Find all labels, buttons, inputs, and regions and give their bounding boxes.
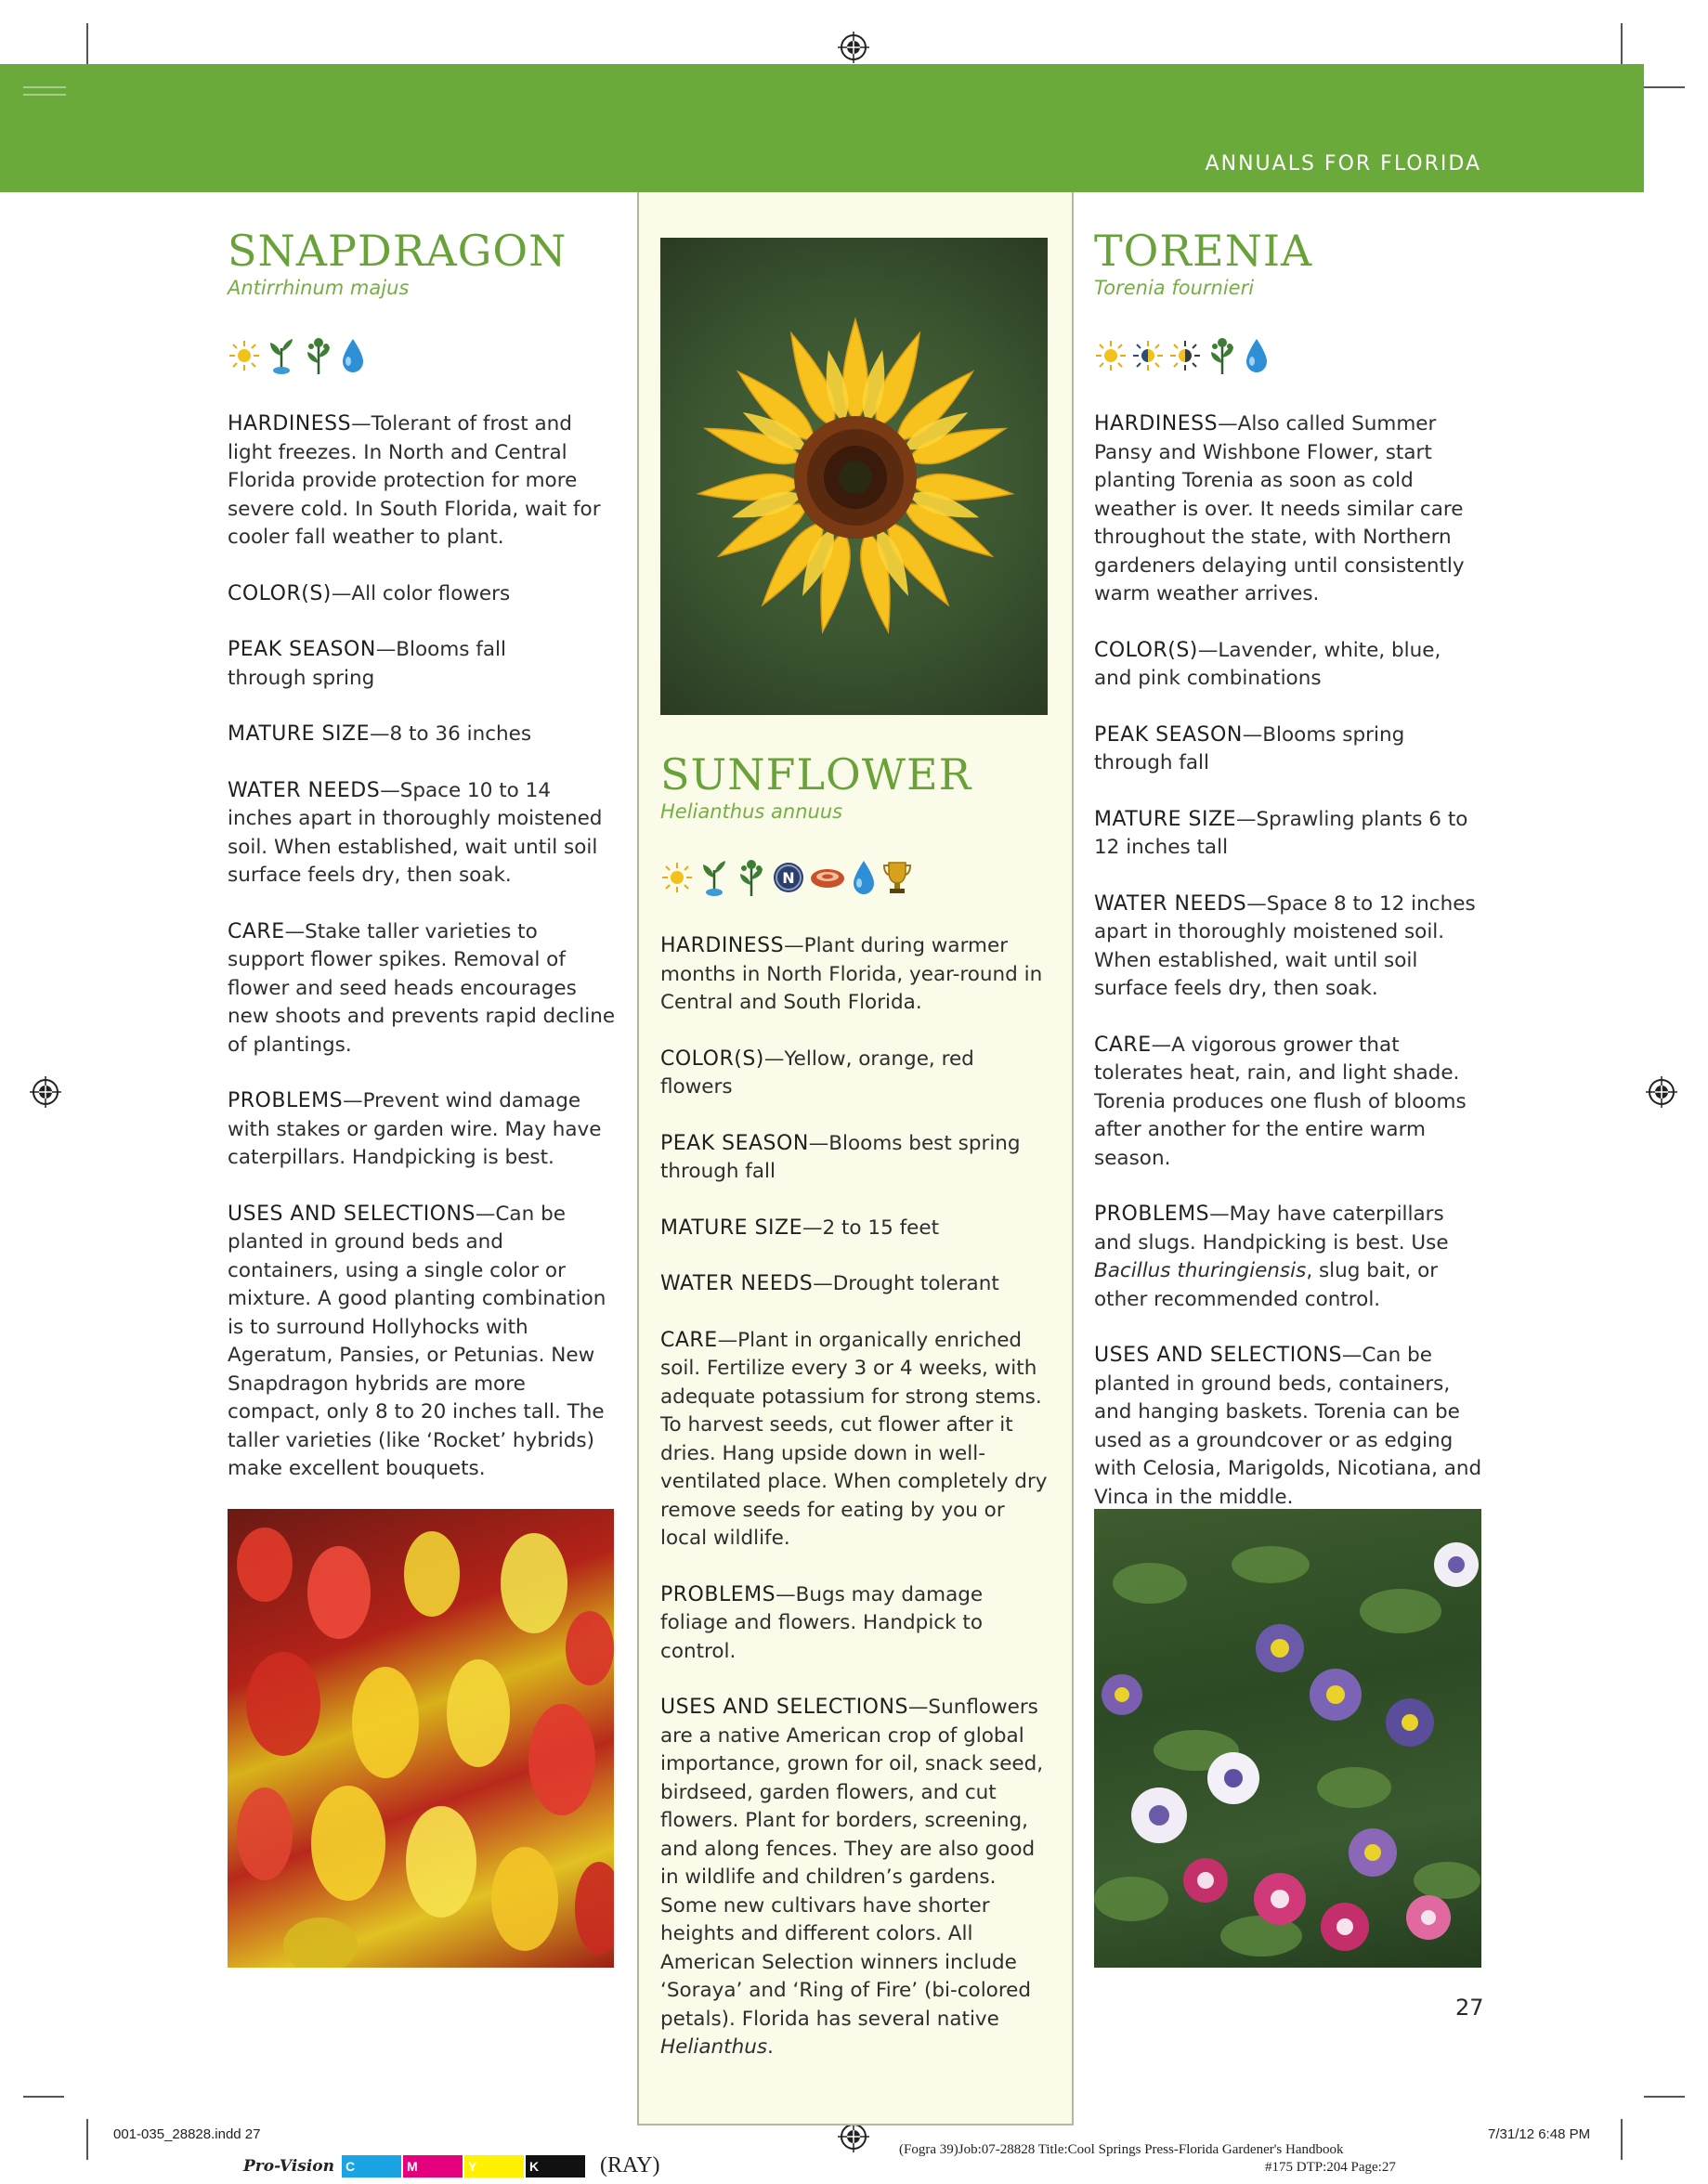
registration-mark-top-icon xyxy=(838,32,869,63)
plant-title: SUNFLOWER xyxy=(660,749,972,800)
colors-label: COLOR(S) xyxy=(660,1046,764,1071)
mature-size-section xyxy=(660,1215,1050,1243)
svg-text:N: N xyxy=(782,869,795,888)
sun-icon xyxy=(228,339,261,372)
uses-label: USES AND SELECTIONS xyxy=(228,1202,476,1226)
uses-italic-genus: Helianthus xyxy=(660,2035,768,2060)
crop-mark-bottom-right-v xyxy=(1621,2119,1623,2160)
snapdragon-photo xyxy=(228,1509,614,1968)
plant-latin-name: Helianthus annuus xyxy=(660,800,843,824)
mature-size-text: —8 to 36 inches xyxy=(369,722,532,747)
torenia-column xyxy=(1094,228,1484,1540)
colors-text: —Yellow, orange, red flowers xyxy=(660,1046,974,1099)
crop-mark-top-right-v xyxy=(1621,23,1623,64)
care-label: CARE xyxy=(1094,1033,1152,1057)
colors-section xyxy=(660,1046,1050,1102)
flower-stem-icon xyxy=(1206,335,1239,376)
uses-text: —Can be planted in ground beds and containers, using a single color or mixture. A good planting combination is to surround Hollyhocks with Ageratum, Pansies, or Petunias. New Snapdragon hybrids are more compact, only 8 to 20 inches tall. The taller varieties (like ‘Rocket’ hybrids) make excellent bouquets. xyxy=(228,1202,606,1481)
slug-job-info-2: #175 DTP:204 Page:27 xyxy=(1265,2160,1396,2175)
salt-tolerance-icon xyxy=(809,864,846,891)
water-needs-section xyxy=(1094,890,1484,1004)
uses-section xyxy=(1094,1342,1484,1512)
care-section xyxy=(228,918,618,1060)
problems-text: —May have caterpillars and slugs. Handpicking is best. Use xyxy=(1094,1202,1449,1254)
page-number: 27 xyxy=(1455,1995,1484,2021)
problems-section xyxy=(1094,1201,1484,1314)
uses-section xyxy=(228,1201,618,1484)
water-needs-text: —Drought tolerant xyxy=(813,1272,999,1296)
problems-section xyxy=(660,1581,1050,1667)
snapdragon-column xyxy=(228,228,618,1512)
mature-size-section xyxy=(228,721,618,749)
mature-size-text: —Sprawling plants 6 to 12 inches tall xyxy=(1094,807,1468,860)
native-badge-icon xyxy=(772,861,805,894)
plant-title: TORENIA xyxy=(1094,226,1313,276)
plant-latin-name: Antirrhinum majus xyxy=(228,277,410,300)
problems-label: PROBLEMS xyxy=(228,1089,344,1113)
problems-text: —Prevent wind damage with stakes or garden wire. May have caterpillars. Handpicking is best. xyxy=(228,1089,602,1170)
yellow-swatch: Y xyxy=(464,2155,524,2178)
peak-season-label: PEAK SEASON xyxy=(1094,722,1243,747)
water-needs-label: WATER NEEDS xyxy=(660,1272,814,1296)
plant-sprout-icon xyxy=(265,335,298,376)
uses-text: —Sunflowers are a native American crop of global importance, grown for oil, snack seed, birdseed, garden flowers, and cut flowers. Plant for borders, screening, and along fences. They are also good in wildlife and children’s gardens. Some new cultivars have shorter heights and different colors. All American Selection winners include ‘Soraya’ and ‘Ring of Fire’ (bi-colored petals). Florida has several native xyxy=(660,1696,1044,2031)
peak-season-text: —Blooms best spring through fall xyxy=(660,1131,1021,1184)
water-needs-section xyxy=(228,777,618,890)
problems-text: —Bugs may damage foliage and flowers. Handpick to control. xyxy=(660,1582,984,1663)
water-needs-label: WATER NEEDS xyxy=(228,778,381,802)
sun-icon xyxy=(660,861,694,894)
peak-season-section xyxy=(228,636,506,693)
cyan-swatch: C xyxy=(342,2155,401,2178)
peak-season-section xyxy=(1094,722,1428,778)
colors-section xyxy=(1094,637,1484,694)
mature-size-label: MATURE SIZE xyxy=(1094,807,1236,831)
hardiness-label: HARDINESS xyxy=(228,412,352,436)
growing-icons xyxy=(1094,334,1484,377)
flower-stem-icon xyxy=(302,335,335,376)
hardiness-section xyxy=(660,932,1050,1018)
crop-mark-top-left-v xyxy=(86,23,88,64)
section-title: ANNUALS FOR FLORIDA xyxy=(1205,152,1481,176)
ray-label: (RAY) xyxy=(599,2153,660,2178)
mature-size-text: —2 to 15 feet xyxy=(802,1216,940,1240)
mature-size-section xyxy=(1094,806,1484,863)
growing-icons xyxy=(228,334,618,377)
plant-latin-name: Torenia fournieri xyxy=(1094,277,1255,300)
sunflower-column xyxy=(660,749,1050,2090)
uses-label: USES AND SELECTIONS xyxy=(1094,1344,1342,1368)
hardiness-text: —Tolerant of frost and light freezes. In North and Central Florida provide protection for more severe cold. In South Florida, wait for cooler fall weather to plant. xyxy=(228,412,601,550)
hardiness-text: —Also called Summer Pansy and Wishbone Flower, start planting Torenia as soon as cold weather is over. It needs similar care throughout the state, with Northern gardeners delaying until consistently warm weather arrives. xyxy=(1094,412,1465,606)
colors-label: COLOR(S) xyxy=(1094,638,1198,662)
problems-label: PROBLEMS xyxy=(1094,1202,1210,1227)
peak-season-section xyxy=(660,1130,1050,1187)
water-drop-icon xyxy=(1243,337,1271,374)
growing-icons xyxy=(660,856,1050,899)
sunflower-photo xyxy=(660,238,1048,715)
hardiness-label: HARDINESS xyxy=(1094,412,1219,436)
care-label: CARE xyxy=(228,919,285,943)
hardiness-section xyxy=(1094,410,1484,609)
problems-section xyxy=(228,1087,618,1173)
torenia-photo xyxy=(1094,1509,1481,1968)
uses-text: —Can be planted in ground beds, containers, and hanging baskets. Torenia can be used as a groundcover or as edging with Celosia, Marigolds, Nicotiana, and Vinca in the middle. xyxy=(1094,1344,1482,1509)
care-label: CARE xyxy=(660,1328,718,1352)
part-shade-icon xyxy=(1131,339,1165,372)
care-section xyxy=(660,1327,1050,1554)
peak-season-text: —Blooms fall through spring xyxy=(228,638,506,690)
slug-job-info: (Fogra 39)Job:07-28828 Title:Cool Springs Press-Florida Gardener's Handbook xyxy=(899,2142,1344,2157)
water-drop-icon xyxy=(850,859,878,896)
trophy-icon xyxy=(881,859,913,896)
colors-section xyxy=(228,580,618,609)
banner-tab-mark xyxy=(23,86,66,96)
black-swatch: K xyxy=(526,2155,585,2178)
registration-mark-right-icon xyxy=(1646,1076,1677,1108)
pro-vision-logo: Pro-Vision xyxy=(243,2156,334,2176)
colors-label: COLOR(S) xyxy=(228,581,332,605)
water-drop-icon xyxy=(339,337,367,374)
hardiness-section xyxy=(228,410,618,552)
problems-text-end: , slug bait, or other recommended control. xyxy=(1094,1259,1439,1311)
sun-icon xyxy=(1094,339,1128,372)
peak-season-label: PEAK SEASON xyxy=(228,638,376,662)
color-bar xyxy=(243,2153,659,2178)
care-text: —A vigorous grower that tolerates heat, rain, and light shade. Torenia produces one flush of blooms after another for the entire warm season. xyxy=(1094,1033,1467,1170)
care-section xyxy=(1094,1032,1484,1174)
flower-stem-icon xyxy=(735,857,768,898)
hardiness-label: HARDINESS xyxy=(660,934,785,958)
water-needs-text: —Space 8 to 12 inches apart in thoroughly moistened soil. When established, wait until soil surface feels dry, then soak. xyxy=(1094,891,1476,1001)
crop-mark-bottom-left-v xyxy=(86,2119,88,2160)
magenta-swatch: M xyxy=(403,2155,463,2178)
care-text: —Plant in organically enriched soil. Fertilize every 3 or 4 weeks, with adequate potassium for strong stems. To harvest seeds, cut flower after it dries. Hang upside down in well-ventilated place. When completely dry remove seeds for eating by you or local wildlife. xyxy=(660,1328,1048,1551)
registration-mark-bottom-icon xyxy=(838,2121,869,2152)
registration-mark-left-icon xyxy=(30,1076,61,1108)
mature-size-label: MATURE SIZE xyxy=(228,722,370,747)
problems-italic-species: Bacillus thuringiensis xyxy=(1094,1259,1307,1283)
slug-date: 7/31/12 6:48 PM xyxy=(1488,2126,1591,2142)
uses-text-end: . xyxy=(767,2035,774,2060)
plant-sprout-icon xyxy=(698,857,731,898)
mature-size-label: MATURE SIZE xyxy=(660,1216,802,1240)
plant-title: SNAPDRAGON xyxy=(228,226,567,276)
water-needs-label: WATER NEEDS xyxy=(1094,891,1247,916)
peak-season-text: —Blooms spring through fall xyxy=(1094,722,1405,775)
crop-mark-top-right-h xyxy=(1644,86,1685,88)
shade-icon xyxy=(1168,339,1202,372)
problems-label: PROBLEMS xyxy=(660,1582,776,1606)
slug-file-name: 001-035_28828.indd 27 xyxy=(113,2126,261,2142)
care-text: —Stake taller varieties to support flower spikes. Removal of flower and seed heads encourages new shoots and prevents rapid decline of plantings. xyxy=(228,919,616,1057)
uses-label: USES AND SELECTIONS xyxy=(660,1696,908,1720)
water-needs-section xyxy=(660,1270,1050,1299)
water-needs-text: —Space 10 to 14 inches apart in thoroughly moistened soil. When established, wait until soil surface feels dry, then soak. xyxy=(228,778,603,888)
crop-mark-bottom-left-h xyxy=(23,2096,64,2098)
uses-section xyxy=(660,1694,1050,2062)
colors-text: —All color flowers xyxy=(331,581,511,605)
crop-mark-bottom-right-h xyxy=(1644,2096,1685,2098)
hardiness-text: —Plant during warmer months in North Florida, year-round in Central and South Florida. xyxy=(660,934,1043,1015)
peak-season-label: PEAK SEASON xyxy=(660,1131,809,1155)
colors-text: —Lavender, white, blue, and pink combinations xyxy=(1094,638,1441,691)
